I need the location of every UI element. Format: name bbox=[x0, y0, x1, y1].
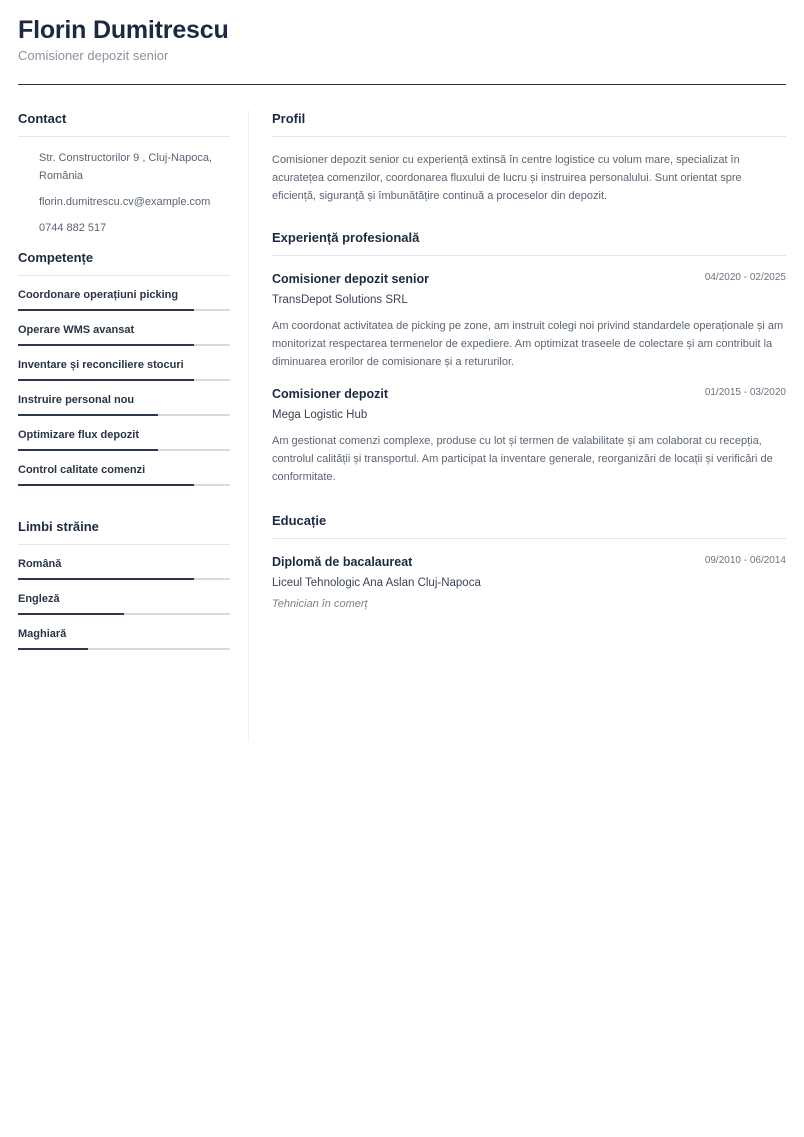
skill-label: Operare WMS avansat bbox=[18, 324, 135, 336]
language-label: Engleză bbox=[18, 593, 60, 605]
skill-item bbox=[18, 428, 230, 451]
contact-email[interactable]: florin.dumitrescu.cv@example.com bbox=[39, 196, 211, 208]
language-level-fill bbox=[18, 648, 88, 650]
skill-item bbox=[18, 463, 230, 486]
contact-address: Str. Constructorilor 9 , Cluj-Napoca, România bbox=[39, 152, 213, 182]
education-entry bbox=[272, 553, 786, 612]
candidate-name: Florin Dumitrescu bbox=[18, 16, 229, 44]
candidate-job-title: Comisioner depozit senior bbox=[18, 48, 169, 63]
education-date: 09/2010 - 06/2014 bbox=[704, 555, 786, 566]
skills-heading: Competențe bbox=[18, 249, 230, 276]
language-level-fill bbox=[18, 578, 194, 580]
job-title: Comisioner depozit senior bbox=[272, 272, 429, 286]
degree-title: Diplomă de bacalaureat bbox=[272, 555, 413, 569]
skill-level-fill bbox=[18, 344, 194, 346]
job-date: 04/2020 - 02/2025 bbox=[704, 272, 786, 283]
experience-entry-header bbox=[272, 385, 786, 403]
skill-item bbox=[18, 288, 230, 311]
language-item bbox=[18, 627, 230, 650]
column-divider bbox=[248, 110, 249, 742]
contact-phone[interactable]: 0744 882 517 bbox=[39, 222, 107, 234]
skill-label: Control calitate comenzi bbox=[18, 464, 146, 476]
languages-section bbox=[18, 518, 230, 650]
language-item bbox=[18, 592, 230, 615]
job-date: 01/2015 - 03/2020 bbox=[704, 387, 786, 398]
skill-item bbox=[18, 358, 230, 381]
experience-entry bbox=[272, 385, 786, 486]
education-entry-header bbox=[272, 553, 786, 571]
education-section bbox=[272, 512, 786, 612]
experience-entry bbox=[272, 270, 786, 371]
skill-level-bar bbox=[18, 484, 230, 486]
skill-item bbox=[18, 393, 230, 416]
education-heading: Educație bbox=[272, 512, 786, 539]
school-name: Liceul Tehnologic Ana Aslan Cluj-Napoca bbox=[272, 577, 481, 589]
profile-section bbox=[272, 110, 786, 205]
job-title: Comisioner depozit bbox=[272, 387, 388, 401]
skills-section bbox=[18, 249, 230, 486]
skill-level-bar bbox=[18, 379, 230, 381]
contact-list bbox=[18, 137, 230, 237]
contact-heading: Contact bbox=[18, 110, 230, 137]
skill-level-bar bbox=[18, 414, 230, 416]
contact-section bbox=[18, 110, 230, 237]
language-level-bar bbox=[18, 613, 230, 615]
skill-item bbox=[18, 323, 230, 346]
resume-header bbox=[18, 14, 786, 65]
skill-label: Instruire personal nou bbox=[18, 394, 135, 406]
job-company: Mega Logistic Hub bbox=[272, 409, 368, 421]
skill-level-fill bbox=[18, 379, 194, 381]
skills-list bbox=[18, 288, 230, 486]
skill-level-bar bbox=[18, 449, 230, 451]
experience-entry-header bbox=[272, 270, 786, 288]
job-company: TransDepot Solutions SRL bbox=[272, 294, 408, 306]
skill-label: Coordonare operațiuni picking bbox=[18, 289, 179, 301]
experience-heading: Experiență profesională bbox=[272, 229, 786, 256]
experience-section bbox=[272, 229, 786, 486]
education-detail: Tehnician în comerț bbox=[272, 598, 368, 610]
skill-level-fill bbox=[18, 484, 194, 486]
language-level-bar bbox=[18, 578, 230, 580]
profile-heading: Profil bbox=[272, 110, 786, 137]
language-label: Română bbox=[18, 558, 62, 570]
skill-level-fill bbox=[18, 414, 158, 416]
languages-heading: Limbi străine bbox=[18, 518, 230, 545]
main-content bbox=[272, 110, 786, 612]
languages-list bbox=[18, 557, 230, 650]
language-item bbox=[18, 557, 230, 580]
skill-label: Optimizare flux depozit bbox=[18, 429, 140, 441]
job-description: Am coordonat activitatea de picking pe zone, am instruit colegi noi privind standardele operaționale și am monitorizat respectarea termenelor de expediere. Am optimizat traseele de colectare și am contribuit la diminuarea erorilor de comisionare și a retururilor. bbox=[272, 320, 784, 368]
header-divider bbox=[18, 84, 786, 85]
job-description: Am gestionat comenzi complexe, produse cu lot și termen de valabilitate și am colaborat cu recepția, controlul calității și transportul. Am participat la inventare generale, reorganizări de locații și verificări de conformitate. bbox=[272, 435, 773, 483]
skill-level-fill bbox=[18, 309, 194, 311]
skill-level-bar bbox=[18, 309, 230, 311]
skill-label: Inventare și reconciliere stocuri bbox=[18, 359, 184, 371]
skill-level-fill bbox=[18, 449, 158, 451]
sidebar bbox=[18, 110, 230, 650]
profile-summary: Comisioner depozit senior cu experiență extinsă în centre logistice cu volum mare, specializat în acuratețea comenzilor, coordonarea fluxului de lucru și instruirea personalului. Sunt orientat spre eficiență, siguranță și îmbunătățire continuă a proceselor din depozit. bbox=[272, 154, 742, 202]
skill-level-bar bbox=[18, 344, 230, 346]
language-level-fill bbox=[18, 613, 124, 615]
language-level-bar bbox=[18, 648, 230, 650]
language-label: Maghiară bbox=[18, 628, 67, 640]
